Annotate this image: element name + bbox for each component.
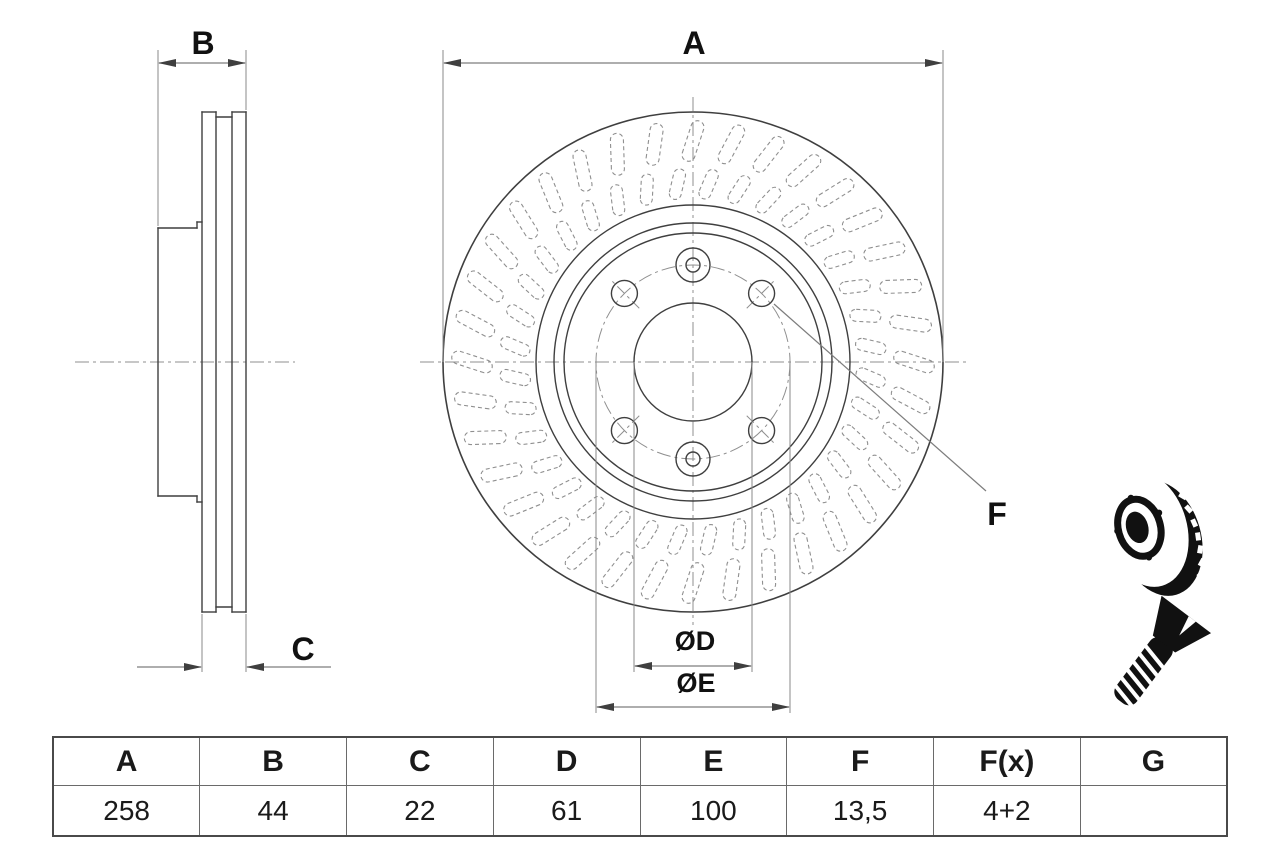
vent-slot [610, 133, 624, 175]
vent-slot [537, 171, 565, 215]
vent-slot [499, 368, 532, 387]
vent-slot [530, 515, 573, 548]
vent-slot [599, 549, 635, 590]
spec-value-b: 44 [200, 786, 347, 837]
vent-slot [850, 309, 882, 323]
spec-value-g [1080, 786, 1227, 837]
vent-slot [846, 483, 879, 526]
vent-slot [465, 268, 506, 304]
vent-slot [854, 337, 887, 356]
vent-slot [464, 430, 506, 444]
vent-slot [793, 532, 814, 576]
vent-slot [803, 223, 836, 248]
spec-value-f: 13,5 [787, 786, 934, 837]
vent-slot [499, 335, 532, 358]
spec-header-fx: F(x) [934, 737, 1081, 786]
vent-slot [839, 422, 870, 452]
leader-line-f [774, 304, 986, 491]
disc-outer-edge [443, 112, 943, 612]
screw-icon [1096, 596, 1211, 720]
vent-slot [779, 202, 811, 230]
vent-slot [603, 508, 633, 539]
bolt-hole-axis-tick [610, 279, 640, 309]
vent-slot [814, 176, 857, 209]
bolt-hole-axis-tick [747, 416, 777, 446]
spec-header-a: A [53, 737, 200, 786]
dim-label-a: A [682, 25, 706, 61]
spec-value-d: 61 [493, 786, 640, 837]
dim-label-f: F [987, 496, 1007, 532]
vent-slot [507, 199, 540, 242]
dim-label-d: ØD [674, 626, 716, 656]
dim-label-b: B [191, 25, 215, 61]
spec-header-b: B [200, 737, 347, 786]
bolt-hole-axis-tick [747, 279, 777, 309]
vent-slot [550, 476, 583, 501]
vent-slot [889, 314, 932, 333]
vent-slot [533, 244, 561, 276]
vent-slot [825, 448, 853, 480]
vent-slot [784, 152, 824, 190]
spec-header-c: C [347, 737, 494, 786]
vent-slot [572, 149, 593, 193]
brake-disc-3d-icon [1090, 461, 1216, 606]
vent-slot [454, 308, 497, 339]
spec-value-fx: 4+2 [934, 786, 1081, 837]
vent-slot [645, 123, 664, 166]
spec-header-d: D [493, 737, 640, 786]
vent-slot [726, 173, 753, 206]
vent-slot [807, 472, 832, 505]
vent-slot [575, 494, 607, 522]
vent-slot [849, 395, 882, 422]
vent-slot [633, 518, 660, 551]
vent-slot [722, 558, 741, 601]
vent-slot [610, 184, 626, 216]
vent-slot [880, 420, 921, 456]
dim-label-c: C [291, 631, 315, 667]
vent-slot [515, 430, 547, 446]
vent-slot [483, 232, 521, 272]
dimensions [137, 25, 1007, 713]
spec-header-g: G [1080, 737, 1227, 786]
spec-value-c: 22 [347, 786, 494, 837]
vent-slot [505, 401, 537, 415]
vent-slot [785, 492, 806, 525]
vent-slot [821, 509, 849, 553]
vent-slot [716, 123, 747, 166]
vent-slot [761, 548, 775, 590]
spec-header-f: F [787, 737, 934, 786]
spec-value-a: 258 [53, 786, 200, 837]
vent-slot [732, 519, 746, 551]
vent-slot [480, 462, 524, 483]
vent-slot [504, 302, 537, 329]
vent-slot [761, 508, 777, 540]
vent-slot [640, 174, 654, 206]
vent-slot [823, 249, 856, 270]
bolt-hole-axis-tick [610, 416, 640, 446]
vent-slot [840, 206, 884, 234]
vent-slot [502, 490, 546, 518]
vent-slot [639, 558, 670, 601]
vent-slot [866, 453, 904, 493]
spec-header-e: E [640, 737, 787, 786]
vent-slot [879, 279, 921, 293]
spec-value-e: 100 [640, 786, 787, 837]
spec-table-header-row [53, 737, 1227, 786]
spec-table-value-row [53, 786, 1227, 837]
vent-slot [854, 366, 887, 389]
vent-slot [751, 134, 787, 175]
vent-slot [554, 219, 579, 252]
vent-slot [454, 391, 497, 410]
front-view [420, 97, 966, 625]
vent-slot [863, 241, 907, 262]
vent-slot [839, 279, 871, 295]
vent-slot [753, 185, 783, 216]
vent-slot [699, 523, 718, 556]
vent-slot [580, 199, 601, 232]
vent-slot [666, 523, 689, 556]
vent-slot [668, 168, 687, 201]
section-view [75, 112, 295, 612]
dim-label-e: ØE [676, 668, 716, 698]
spec-table [52, 736, 1228, 837]
vent-slot [697, 168, 720, 201]
vent-slot [516, 272, 547, 302]
vent-slot [530, 454, 563, 475]
